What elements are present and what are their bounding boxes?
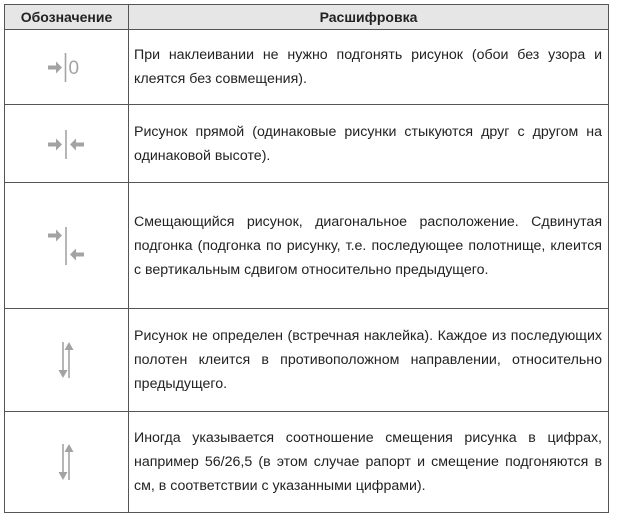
table-row xyxy=(5,183,609,309)
description-cell: При наклеивании не нужно подгонять рисунок (обои без узора и клеятся без совмещения). xyxy=(129,30,609,105)
header-symbol: Обозначение xyxy=(5,5,129,30)
table-row xyxy=(5,309,609,412)
header-description: Расшифровка xyxy=(129,5,609,30)
table-row xyxy=(5,412,609,513)
symbol-cell xyxy=(5,30,129,105)
header-row xyxy=(5,5,609,30)
description-cell: Смещающийся рисунок, диагональное расположение. Сдвинутая подгонка (подгонка по рисунку, т.е. последующее полотнище, клеится с вертикальным сдвигом относительно предыдущего. xyxy=(129,183,609,309)
symbol-cell xyxy=(5,183,129,309)
symbol-cell xyxy=(5,309,129,412)
zero-label: 0 xyxy=(68,58,79,79)
table-row xyxy=(5,30,609,105)
arrows-offset-icon xyxy=(42,224,92,268)
symbol-cell xyxy=(5,105,129,183)
arrows-meet-icon xyxy=(42,127,92,161)
arrows-up-down-icon xyxy=(42,338,92,382)
arrow-bar-zero-icon xyxy=(42,50,92,84)
description-cell: Рисунок не определен (встречная наклейка). Каждое из последующих полотен клеится в противоположном направлении, относительно предыдущего. xyxy=(129,309,609,412)
legend-table xyxy=(4,4,609,513)
table-row xyxy=(5,105,609,183)
description-cell: Иногда указывается соотношение смещения рисунка в цифрах, например 56/26,5 (в этом случае рапорт и смещение подгоняются в см, в соответствии с указанными цифрами). xyxy=(129,412,609,513)
description-cell: Рисунок прямой (одинаковые рисунки стыкуются друг с другом на одинаковой высоте). xyxy=(129,105,609,183)
symbol-cell xyxy=(5,412,129,513)
arrows-up-down-icon xyxy=(42,440,92,484)
